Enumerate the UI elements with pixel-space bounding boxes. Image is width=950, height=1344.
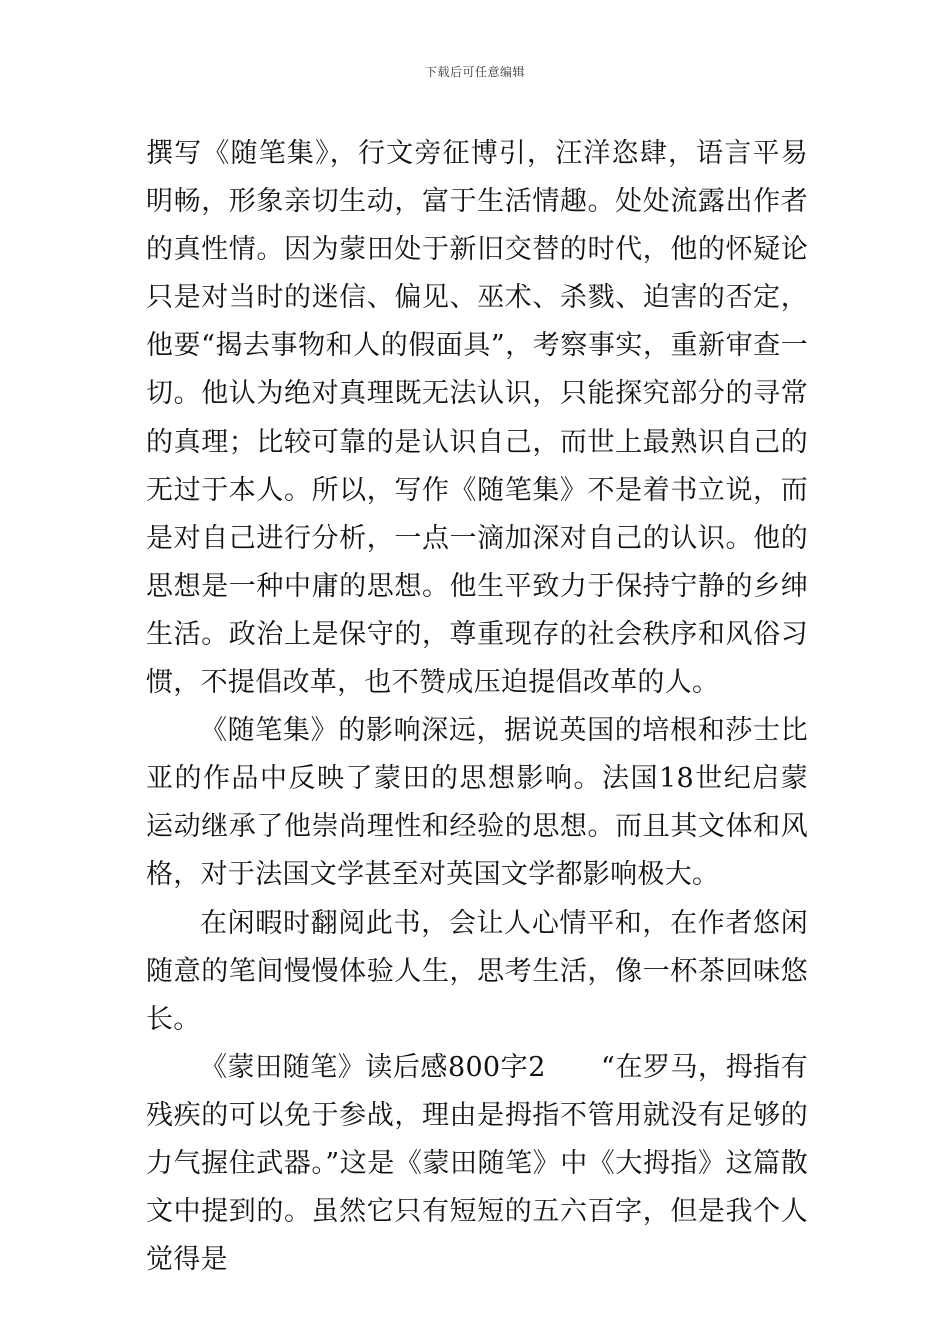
paragraph-2: 《随笔集》的影响深远，据说英国的培根和莎士比亚的作品中反映了蒙田的思想影响。法国18世纪启蒙运动继承了他崇尚理性和经验的思想。而且其文体和风格，对于法国文学甚至对英国文学都影响极大。: [146, 715, 808, 891]
document-body: [146, 130, 808, 1284]
paragraph-4: 《蒙田随笔》读后感800字2 “在罗马，拇指有残疾的可以免于参战，理由是拇指不管用就没有足够的力气握住武器。”这是《蒙田随笔》中《大拇指》这篇散文中提到的。虽然它只有短短的五六百字，但是我个人觉得是: [146, 1051, 808, 1276]
page-header: 下载后可任意编辑: [424, 65, 525, 79]
paragraph-3: 在闲暇时翻阅此书，会让人心情平和，在作者悠闲随意的笔间慢慢体验人生，思考生活，像一杯茶回味悠长。: [146, 907, 808, 1035]
paragraph-1: 撰写《随笔集》，行文旁征博引，汪洋恣肆，语言平易明畅，形象亲切生动，富于生活情趣。处处流露出作者的真性情。因为蒙田处于新旧交替的时代，他的怀疑论只是对当时的迷信、偏见、巫术、杀戮、迫害的否定，他要“揭去事物和人的假面具”，考察事实，重新审查一切。他认为绝对真理既无法认识，只能探究部分的寻常的真理；比较可靠的是认识自己，而世上最熟识自己的无过于本人。所以，写作《随笔集》不是着书立说，而是对自己进行分析，一点一滴加深对自己的认识。他的思想是一种中庸的思想。他生平致力于保持宁静的乡绅生活。政治上是保守的，尊重现存的社会秩序和风俗习惯，不提倡改革，也不赞成压迫提倡改革的人。: [146, 138, 808, 699]
